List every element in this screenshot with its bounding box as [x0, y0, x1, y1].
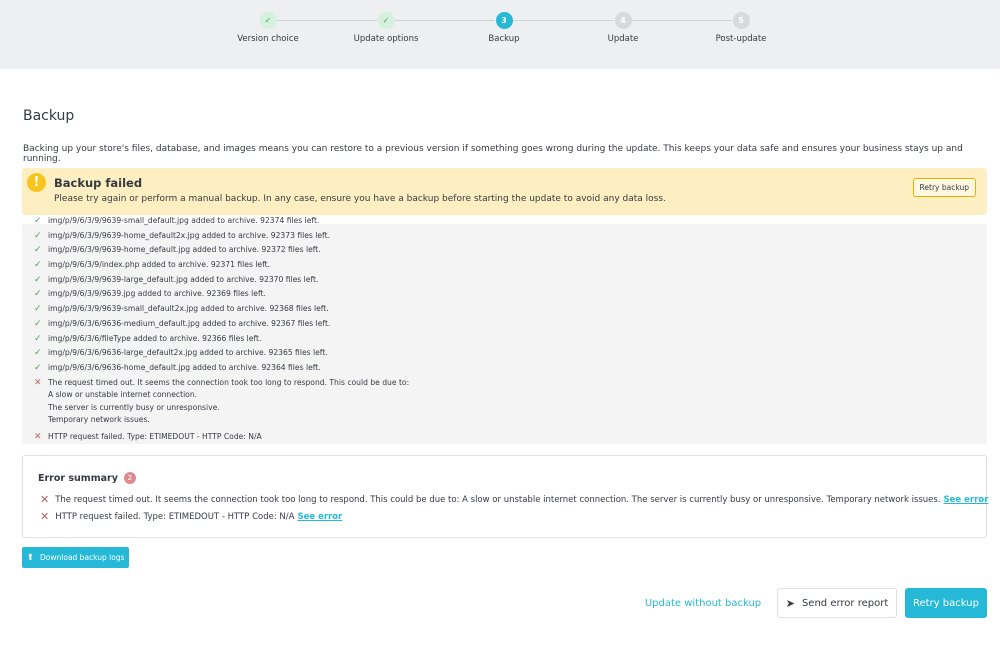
error-count-badge: 2	[124, 472, 136, 484]
log-row-error	[34, 377, 987, 427]
error-summary-title	[38, 472, 136, 484]
close-icon: ✕	[40, 510, 50, 523]
log-text: img/p/9/6/3/9/9639-home_default2x.jpg added to archive. 92373 files left.	[48, 230, 330, 240]
log-text: img/p/9/6/3/9/9639-home_default.jpg added to archive. 92372 files left.	[48, 245, 321, 255]
step-update-options	[326, 12, 446, 44]
log-text: img/p/9/6/3/6/9636-large_default2x.jpg added to archive. 92365 files left.	[48, 348, 328, 358]
download-backup-logs-label: Download backup logs	[40, 553, 125, 562]
close-icon: ✕	[40, 493, 50, 506]
log-row	[34, 215, 987, 230]
alert-title: Backup failed	[54, 176, 143, 190]
step-version-choice	[208, 12, 328, 44]
log-text: img/p/9/6/3/6/9636-medium_default.jpg added to archive. 92367 files left.	[48, 318, 331, 328]
error-summary-item	[40, 493, 988, 506]
log-text: The request timed out. It seems the connection took too long to respond. This could be due to:	[48, 377, 410, 387]
check-icon: ✓	[34, 245, 42, 256]
send-error-report-label: Send error report	[801, 597, 889, 609]
log-text: img/p/9/6/3/9/9639-large_default.jpg added to archive. 92370 files left.	[48, 274, 319, 284]
check-icon: ✓	[34, 274, 42, 285]
page-description: Backing up your store's files, database, and images means you can restore to a previous version if something goes wrong during the update. This keeps your data safe and ensures your business stays up and running.	[23, 144, 963, 164]
step-label: Update options	[353, 34, 419, 44]
log-row	[34, 244, 987, 259]
check-icon: ✓	[34, 304, 42, 315]
log-row	[34, 333, 987, 348]
see-error-link[interactable]: See error	[297, 511, 343, 522]
log-text: img/p/9/6/3/6/fileType added to archive. 92366 files left.	[48, 333, 262, 343]
error-text: The request timed out. It seems the connection took too long to respond. This could be due to: A slow or unstable internet connection. The server is currently busy or unresponsive. Temporary network issues.	[55, 494, 941, 505]
log-text: img/p/9/6/3/9/9639.jpg added to archive. 92369 files left.	[48, 289, 266, 299]
retry-backup-button[interactable]: Retry backup	[905, 588, 987, 618]
step-label: Backup	[488, 34, 520, 44]
log-text: img/p/9/6/3/9/index.php added to archive. 92371 files left.	[48, 260, 271, 270]
error-summary-label: Error summary	[38, 472, 118, 484]
log-row-error	[34, 431, 987, 446]
check-icon: ✓	[34, 230, 42, 241]
upload-icon: ⬆	[26, 552, 35, 563]
step-backup	[444, 12, 564, 44]
check-icon: ✓	[34, 216, 42, 226]
backup-failed-alert	[22, 168, 987, 215]
error-summary-item	[40, 510, 342, 523]
step-update	[563, 12, 683, 44]
check-icon: ✓	[260, 12, 277, 29]
check-icon: ✓	[34, 260, 42, 271]
log-row	[34, 318, 987, 333]
progress-stepper	[0, 0, 1000, 69]
log-row	[34, 362, 987, 377]
log-text: img/p/9/6/3/9/9639-small_default.jpg added to archive. 92374 files left.	[48, 216, 320, 225]
send-error-report-button[interactable]	[777, 588, 897, 618]
log-row	[34, 259, 987, 274]
check-icon: ✓	[34, 333, 42, 344]
step-number: 5	[733, 12, 750, 29]
update-without-backup-button[interactable]: Update without backup	[640, 588, 766, 618]
log-text: The server is currently busy or unresponsive.	[48, 402, 220, 412]
backup-log[interactable]	[22, 216, 987, 444]
step-label: Update	[607, 34, 639, 44]
error-summary	[22, 455, 987, 538]
log-row	[34, 288, 987, 303]
error-text: HTTP request failed. Type: ETIMEDOUT - HTTP Code: N/A	[55, 511, 295, 522]
log-text: Temporary network issues.	[48, 415, 150, 425]
log-text: A slow or unstable internet connection.	[48, 390, 198, 400]
step-number: 4	[615, 12, 632, 29]
log-text: img/p/9/6/3/6/9636-home_default.jpg added to archive. 92364 files left.	[48, 362, 321, 372]
check-icon: ✓	[378, 12, 395, 29]
send-icon: ➤	[785, 596, 795, 610]
log-row	[34, 274, 987, 289]
step-post-update	[681, 12, 801, 44]
check-icon: ✓	[34, 289, 42, 300]
log-row	[34, 303, 987, 318]
close-icon: ✕	[34, 431, 42, 442]
log-text: HTTP request failed. Type: ETIMEDOUT - HTTP Code: N/A	[48, 431, 262, 441]
page-title: Backup	[23, 108, 75, 124]
step-label: Version choice	[237, 34, 299, 44]
exclamation-icon: !	[27, 173, 46, 192]
alert-text: Please try again or perform a manual backup. In any case, ensure you have a backup before starting the update to avoid any data loss.	[54, 194, 666, 204]
log-text: img/p/9/6/3/9/9639-small_default2x.jpg added to archive. 92368 files left.	[48, 304, 329, 314]
alert-retry-backup-button[interactable]: Retry backup	[913, 178, 976, 197]
log-row	[34, 347, 987, 362]
step-label: Post-update	[715, 34, 767, 44]
check-icon: ✓	[34, 348, 42, 359]
check-icon: ✓	[34, 362, 42, 373]
close-icon: ✕	[34, 377, 42, 388]
download-backup-logs-button[interactable]	[22, 547, 129, 568]
step-number: 3	[496, 12, 513, 29]
log-row	[34, 230, 987, 245]
see-error-link[interactable]: See error	[943, 494, 989, 505]
check-icon: ✓	[34, 318, 42, 329]
